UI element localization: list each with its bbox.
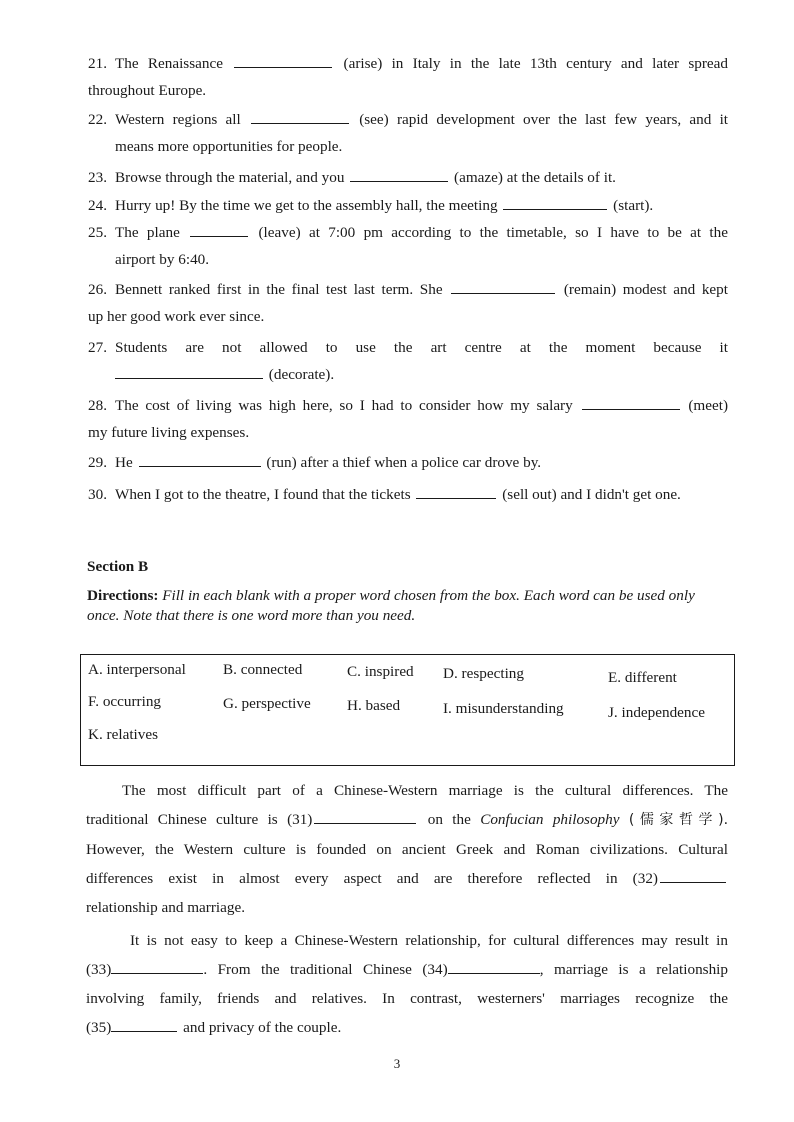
- passage-line: [86, 1013, 728, 1042]
- question-text: up her good work ever since.: [88, 308, 265, 325]
- question-text: (remain) modest and kept: [563, 281, 728, 298]
- question-28: [88, 392, 728, 446]
- passage-line: [86, 805, 728, 835]
- question-text: (sell out) and I didn't get one.: [502, 486, 681, 503]
- page-number: 3: [393, 1056, 401, 1071]
- word-option: C. inspired: [347, 663, 414, 680]
- answer-blank-35[interactable]: [111, 1016, 177, 1032]
- answer-blank[interactable]: [350, 166, 448, 182]
- question-number: 28.: [88, 397, 107, 414]
- answer-blank-34[interactable]: [448, 958, 540, 974]
- passage-text: on the: [427, 811, 471, 828]
- question-23: [88, 164, 728, 191]
- question-text: Students are not allowed to use the art centre at the moment because it: [115, 339, 728, 356]
- passage-text: and privacy of the couple.: [183, 1019, 342, 1036]
- answer-blank-32[interactable]: [660, 867, 726, 883]
- question-text: (meet): [688, 397, 729, 414]
- question-text: The cost of living was high here, so I had to consider how my salary: [115, 397, 573, 414]
- passage-line: relationship and marriage.: [86, 899, 245, 916]
- answer-blank[interactable]: [503, 194, 607, 210]
- word-option: B. connected: [223, 661, 303, 678]
- question-text: Bennett ranked first in the final test last term. She: [115, 281, 443, 298]
- passage-line: However, the Western culture is founded on ancient Greek and Roman civilizations. Cultural: [86, 841, 728, 858]
- passage-text: Confucian philosophy: [480, 811, 620, 828]
- question-number: 27.: [88, 339, 107, 356]
- question-text: (amaze) at the details of it.: [454, 169, 616, 186]
- question-text: Browse through the material, and you: [115, 169, 345, 186]
- directions: [87, 586, 730, 626]
- question-text: (decorate).: [268, 366, 335, 383]
- answer-blank[interactable]: [416, 483, 496, 499]
- answer-blank[interactable]: [115, 363, 263, 379]
- passage-line: It is not easy to keep a Chinese-Western relationship, for cultural differences may result in: [130, 932, 728, 949]
- word-box: [80, 654, 735, 766]
- question-text: (start).: [613, 197, 654, 214]
- answer-blank[interactable]: [251, 108, 349, 124]
- directions-text: Fill in each blank with a proper word chosen from the box. Each word can be used only once. Note that there is one word more than you need.: [87, 587, 695, 624]
- question-number: 22.: [88, 111, 107, 128]
- passage-line: involving family, friends and relatives. In contrast, westerners' marriages recognize the: [86, 990, 728, 1007]
- word-option: J. independence: [608, 704, 705, 721]
- question-text: means more opportunities for people.: [115, 138, 343, 155]
- word-option: E. different: [608, 669, 677, 686]
- word-option: F. occurring: [88, 693, 162, 710]
- word-option: I. misunderstanding: [443, 700, 564, 717]
- directions-label: Directions:: [87, 587, 159, 604]
- question-29: [88, 449, 728, 476]
- passage-text: (儒家哲学).: [628, 812, 729, 828]
- question-text: (run) after a thief when a police car drove by.: [266, 454, 542, 471]
- question-number: 25.: [88, 224, 107, 241]
- question-text: (see) rapid development over the last few years, and it: [359, 111, 729, 128]
- passage-paragraph-2: [86, 926, 728, 1042]
- question-text: Hurry up! By the time we get to the assembly hall, the meeting: [115, 197, 498, 214]
- passage-text: . From the traditional Chinese (34): [203, 961, 448, 978]
- answer-blank[interactable]: [234, 52, 332, 68]
- answer-blank-31[interactable]: [314, 808, 416, 824]
- passage-paragraph-1: [86, 776, 728, 922]
- passage-line: [86, 955, 728, 984]
- passage-text: (33): [86, 961, 112, 978]
- question-number: 21.: [88, 55, 107, 72]
- question-30: [88, 481, 728, 508]
- question-text: (leave) at 7:00 pm according to the timetable, so I have to be at the: [258, 224, 728, 241]
- question-text: The Renaissance: [115, 55, 223, 72]
- question-text: (arise) in Italy in the late 13th century and later spread: [343, 55, 729, 72]
- passage-line: [86, 864, 728, 893]
- question-number: 26.: [88, 281, 107, 298]
- question-text: airport by 6:40.: [115, 251, 210, 268]
- question-21: [88, 50, 728, 104]
- section-title: Section B: [87, 558, 149, 575]
- passage-text: traditional Chinese culture is (31): [86, 811, 313, 828]
- answer-blank-33[interactable]: [111, 958, 203, 974]
- answer-blank[interactable]: [451, 278, 555, 294]
- question-number: 30.: [88, 486, 107, 503]
- question-text: When I got to the theatre, I found that the tickets: [115, 486, 411, 503]
- question-22: [88, 106, 728, 160]
- word-option: D. respecting: [443, 665, 524, 682]
- answer-blank[interactable]: [582, 394, 680, 410]
- question-number: 24.: [88, 197, 107, 214]
- question-text: The plane: [115, 224, 180, 241]
- question-24: [88, 192, 728, 219]
- question-25: [88, 219, 728, 273]
- answer-blank[interactable]: [139, 451, 261, 467]
- word-option: K. relatives: [88, 726, 159, 743]
- question-text: my future living expenses.: [88, 424, 250, 441]
- question-number: 29.: [88, 454, 107, 471]
- passage-line: The most difficult part of a Chinese-Western marriage is the cultural differences. The: [122, 782, 728, 799]
- question-27: [88, 334, 728, 388]
- question-26: [88, 276, 728, 330]
- question-text: He: [115, 454, 133, 471]
- passage-text: (35): [86, 1019, 112, 1036]
- passage-text: differences exist in almost every aspect and are therefore reflected in (32): [86, 870, 658, 887]
- word-option: H. based: [347, 697, 401, 714]
- passage-text: , marriage is a relationship: [539, 961, 728, 978]
- word-option: G. perspective: [223, 695, 311, 712]
- question-number: 23.: [88, 169, 107, 186]
- answer-blank[interactable]: [190, 221, 248, 237]
- question-text: throughout Europe.: [88, 82, 207, 99]
- question-text: Western regions all: [115, 111, 241, 128]
- word-option: A. interpersonal: [88, 661, 186, 678]
